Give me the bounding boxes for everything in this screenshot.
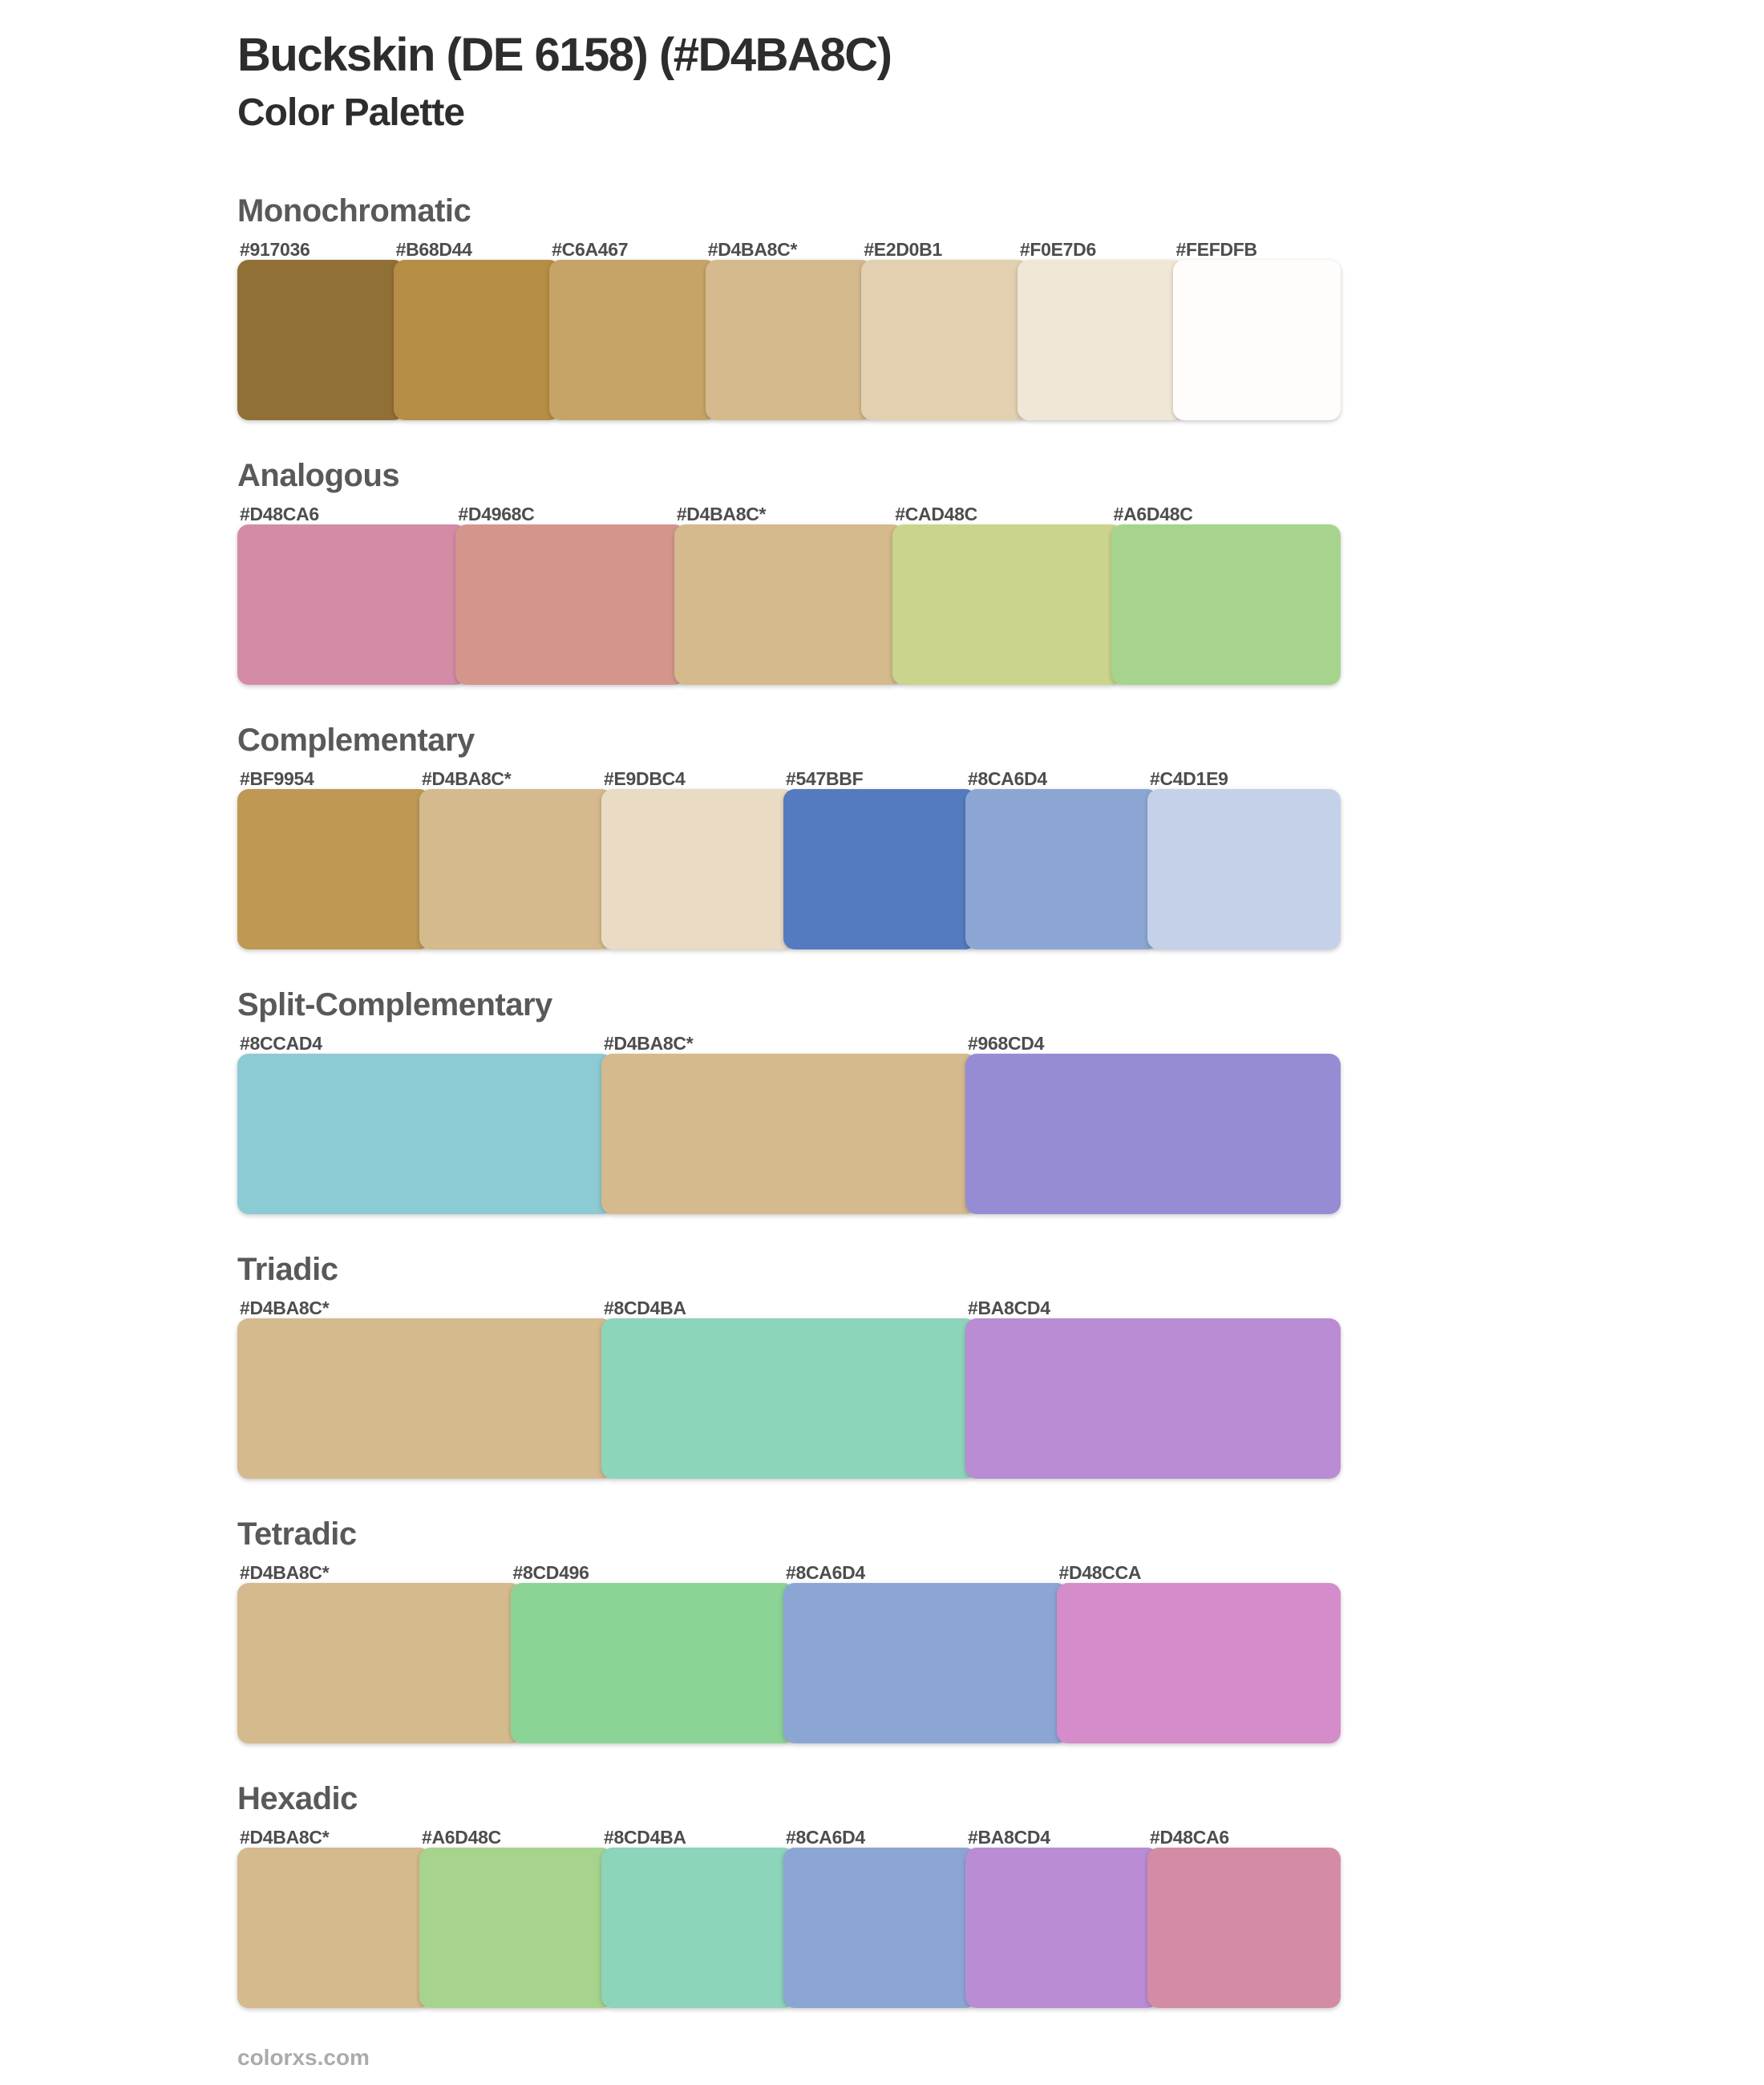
swatch-cell: [237, 239, 405, 420]
swatch-hex-label: #E2D0B1: [864, 239, 942, 261]
swatch-hex-label: #8CD4BA: [604, 1298, 686, 1319]
swatch-cell: [706, 239, 873, 420]
swatch-cell: [1057, 1562, 1341, 1743]
swatch-cell: [783, 1562, 1068, 1743]
swatch-cell: [237, 504, 467, 685]
swatch-cell: [549, 239, 717, 420]
swatch-cell: [965, 1827, 1159, 2008]
swatch-hex-label: #A6D48C: [1113, 504, 1193, 525]
swatch-cell: [965, 1298, 1341, 1479]
swatch-row: [237, 1298, 1341, 1479]
color-swatch: [1111, 524, 1341, 685]
color-swatch: [394, 260, 561, 420]
color-swatch: [601, 1848, 795, 2008]
palette-section: [237, 1515, 1344, 1743]
swatch-cell: [237, 1827, 431, 2008]
color-swatch: [549, 260, 717, 420]
color-swatch: [1057, 1583, 1341, 1743]
swatch-hex-label: #8CA6D4: [968, 768, 1047, 790]
swatch-cell: [1018, 239, 1185, 420]
swatch-hex-label: #D4BA8C*: [240, 1298, 330, 1319]
palette-section: [237, 986, 1344, 1214]
swatch-hex-label: #8CA6D4: [786, 1827, 865, 1848]
swatch-hex-label: #F0E7D6: [1019, 239, 1096, 261]
swatch-hex-label: #BF9954: [240, 768, 314, 790]
color-swatch: [237, 524, 467, 685]
palette-section: [237, 456, 1344, 685]
color-swatch: [783, 789, 977, 949]
swatch-hex-label: #8CD496: [512, 1562, 589, 1584]
section-title: Hexadic: [237, 1781, 358, 1817]
color-swatch: [783, 1848, 977, 2008]
swatch-cell: [601, 1033, 977, 1214]
section-title: Monochromatic: [237, 193, 471, 229]
swatch-cell: [1173, 239, 1341, 420]
color-swatch: [965, 1054, 1341, 1214]
swatch-hex-label: #D4BA8C*: [240, 1562, 330, 1584]
section-title: Analogous: [237, 458, 400, 494]
swatch-cell: [783, 1827, 977, 2008]
swatch-hex-label: #CAD48C: [895, 504, 977, 525]
section-title: Complementary: [237, 723, 475, 759]
swatch-cell: [237, 1298, 613, 1479]
swatch-cell: [419, 1827, 613, 2008]
color-swatch: [419, 789, 613, 949]
color-swatch: [237, 260, 405, 420]
swatch-hex-label: #BA8CD4: [968, 1298, 1050, 1319]
color-swatch: [237, 1318, 613, 1479]
swatch-cell: [1111, 504, 1341, 685]
swatch-hex-label: #8CA6D4: [786, 1562, 865, 1584]
swatch-cell: [419, 768, 613, 949]
page-title: Buckskin (DE 6158) (#D4BA8C): [237, 29, 892, 81]
color-swatch: [965, 1318, 1341, 1479]
section-title: Split-Complementary: [237, 987, 552, 1023]
swatch-hex-label: #D4BA8C*: [240, 1827, 330, 1848]
swatch-cell: [455, 504, 685, 685]
swatch-hex-label: #D4BA8C*: [604, 1033, 694, 1055]
swatch-cell: [394, 239, 561, 420]
swatch-row: [237, 1033, 1341, 1214]
color-swatch: [601, 1054, 977, 1214]
swatch-cell: [965, 1033, 1341, 1214]
swatch-hex-label: #C4D1E9: [1150, 768, 1228, 790]
color-swatch: [455, 524, 685, 685]
swatch-hex-label: #BA8CD4: [968, 1827, 1050, 1848]
swatch-hex-label: #B68D44: [395, 239, 472, 261]
color-swatch: [511, 1583, 795, 1743]
swatch-hex-label: #8CCAD4: [240, 1033, 322, 1055]
swatch-hex-label: #8CD4BA: [604, 1827, 686, 1848]
section-title: Tetradic: [237, 1516, 357, 1553]
swatch-hex-label: #D48CCA: [1058, 1562, 1142, 1584]
swatch-hex-label: #E9DBC4: [604, 768, 686, 790]
color-swatch: [237, 1848, 431, 2008]
swatch-cell: [601, 1298, 977, 1479]
swatch-hex-label: #D4BA8C*: [676, 504, 767, 525]
swatch-cell: [674, 504, 904, 685]
swatch-cell: [237, 1033, 613, 1214]
swatch-hex-label: #C6A467: [552, 239, 629, 261]
swatch-cell: [965, 768, 1159, 949]
color-swatch: [237, 1054, 613, 1214]
footer-watermark: colorxs.com: [237, 2045, 370, 2071]
swatch-row: [237, 504, 1341, 685]
swatch-hex-label: #D48CA6: [240, 504, 319, 525]
color-swatch: [419, 1848, 613, 2008]
swatch-cell: [601, 768, 795, 949]
color-swatch: [892, 524, 1122, 685]
swatch-row: [237, 1562, 1341, 1743]
swatch-hex-label: #547BBF: [786, 768, 864, 790]
swatch-cell: [783, 768, 977, 949]
color-swatch: [601, 1318, 977, 1479]
palette-section: [237, 1250, 1344, 1479]
swatch-hex-label: #FEFDFB: [1175, 239, 1257, 261]
swatch-cell: [892, 504, 1122, 685]
swatch-hex-label: #968CD4: [968, 1033, 1045, 1055]
color-swatch: [965, 1848, 1159, 2008]
swatch-cell: [861, 239, 1029, 420]
palette-section: [237, 192, 1344, 420]
swatch-cell: [237, 1562, 522, 1743]
palette-section: [237, 721, 1344, 949]
swatch-hex-label: #A6D48C: [422, 1827, 501, 1848]
color-swatch: [237, 789, 431, 949]
color-swatch: [601, 789, 795, 949]
swatch-hex-label: #D4BA8C*: [422, 768, 512, 790]
color-swatch: [237, 1583, 522, 1743]
color-swatch: [1147, 789, 1341, 949]
palette-sections: [237, 192, 1344, 2008]
swatch-row: [237, 768, 1341, 949]
swatch-cell: [1147, 768, 1341, 949]
swatch-cell: [237, 768, 431, 949]
swatch-hex-label: #917036: [240, 239, 310, 261]
swatch-hex-label: #D48CA6: [1150, 1827, 1229, 1848]
swatch-cell: [601, 1827, 795, 2008]
swatch-cell: [1147, 1827, 1341, 2008]
color-swatch: [1147, 1848, 1341, 2008]
color-swatch: [1018, 260, 1185, 420]
swatch-row: [237, 1827, 1341, 2008]
swatch-hex-label: #D4968C: [458, 504, 535, 525]
color-swatch: [965, 789, 1159, 949]
page-subtitle: Color Palette: [237, 91, 465, 134]
palette-section: [237, 1779, 1344, 2008]
color-swatch: [674, 524, 904, 685]
color-swatch: [1173, 260, 1341, 420]
swatch-row: [237, 239, 1341, 420]
color-swatch: [861, 260, 1029, 420]
section-title: Triadic: [237, 1252, 338, 1288]
color-swatch: [706, 260, 873, 420]
color-swatch: [783, 1583, 1068, 1743]
swatch-hex-label: #D4BA8C*: [707, 239, 798, 261]
swatch-cell: [511, 1562, 795, 1743]
